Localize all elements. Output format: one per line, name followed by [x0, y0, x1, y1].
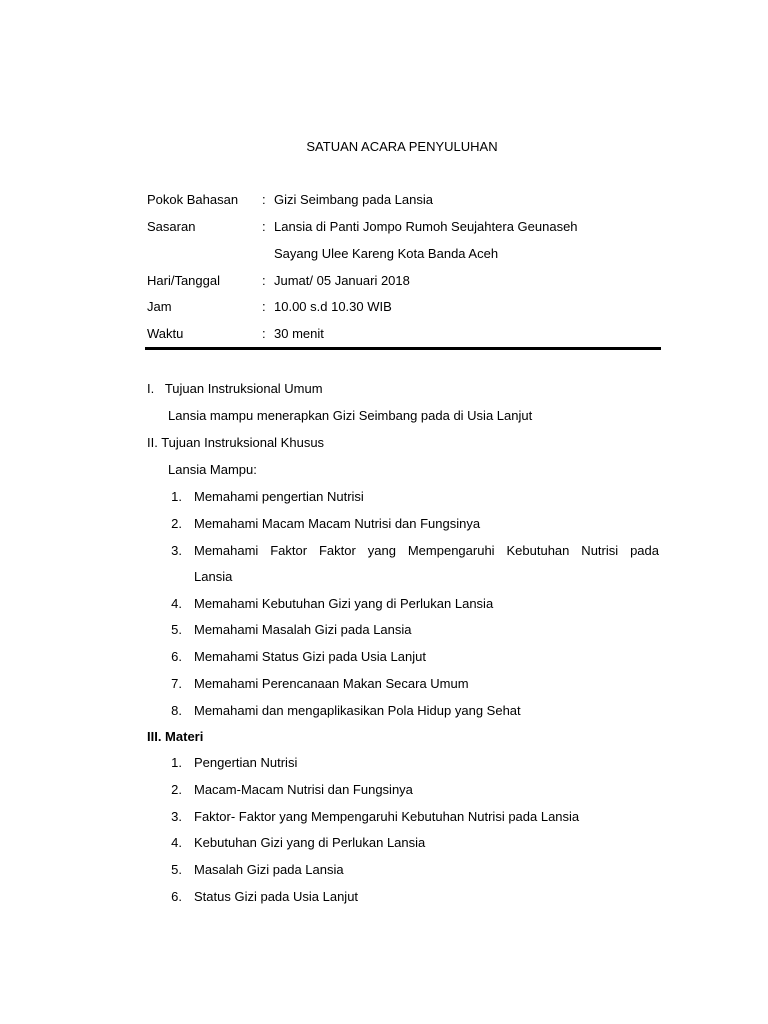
list-item: Memahami Macam Macam Nutrisi dan Fungsinya [194, 516, 481, 531]
list-number: 8. [171, 703, 182, 718]
section-heading-materi: III. Materi [147, 729, 204, 744]
section-heading-tujuan-umum: I. Tujuan Instruksional Umum [147, 381, 323, 396]
list-number: 5. [171, 862, 182, 877]
value-sasaran-cont: Sayang Ulee Kareng Kota Banda Aceh [274, 246, 499, 261]
list-number: 3. [171, 543, 182, 558]
label-sasaran: Sasaran [147, 219, 196, 234]
label-hari-tanggal: Hari/Tanggal [147, 273, 220, 288]
list-item: Status Gizi pada Usia Lanjut [194, 889, 359, 904]
list-item: Memahami Kebutuhan Gizi yang di Perlukan Lansia [194, 596, 494, 611]
list-item: Pengertian Nutrisi [194, 755, 298, 770]
list-number: 6. [171, 889, 182, 904]
list-number: 4. [171, 835, 182, 850]
list-number: 6. [171, 649, 182, 664]
list-number: 2. [171, 782, 182, 797]
colon: : [262, 219, 266, 234]
list-number: 3. [171, 809, 182, 824]
list-number: 4. [171, 596, 182, 611]
list-number: 7. [171, 676, 182, 691]
list-item: Masalah Gizi pada Lansia [194, 862, 344, 877]
value-sasaran: Lansia di Panti Jompo Rumoh Seujahtera Geunaseh [274, 219, 578, 234]
colon: : [262, 273, 266, 288]
list-item: Memahami dan mengaplikasikan Pola Hidup yang Sehat [194, 703, 521, 718]
list-number: 1. [171, 489, 182, 504]
value-jam: 10.00 s.d 10.30 WIB [274, 299, 392, 314]
list-item: Macam-Macam Nutrisi dan Fungsinya [194, 782, 413, 797]
label-pokok-bahasan: Pokok Bahasan [147, 192, 239, 207]
colon: : [262, 326, 266, 341]
list-item: Memahami Faktor Faktor yang Mempengaruhi Kebutuhan Nutrisi pada [194, 543, 659, 558]
list-item: Kebutuhan Gizi yang di Perlukan Lansia [194, 835, 426, 850]
value-waktu: 30 menit [274, 326, 324, 341]
list-number: 1. [171, 755, 182, 770]
list-item: Memahami pengertian Nutrisi [194, 489, 364, 504]
label-jam: Jam [147, 299, 172, 314]
section-text-tujuan-umum: Lansia mampu menerapkan Gizi Seimbang pada di Usia Lanjut [168, 408, 533, 423]
section-heading-tujuan-khusus: II. Tujuan Instruksional Khusus [147, 435, 325, 450]
value-pokok-bahasan: Gizi Seimbang pada Lansia [274, 192, 433, 207]
list-item: Memahami Status Gizi pada Usia Lanjut [194, 649, 426, 664]
list-item-cont: Lansia [194, 569, 233, 584]
section-subheading-lansia-mampu: Lansia Mampu: [168, 462, 257, 477]
list-number: 2. [171, 516, 182, 531]
list-item: Memahami Perencanaan Makan Secara Umum [194, 676, 469, 691]
list-number: 5. [171, 622, 182, 637]
document-title: SATUAN ACARA PENYULUHAN [306, 139, 498, 154]
value-hari-tanggal: Jumat/ 05 Januari 2018 [274, 273, 410, 288]
colon: : [262, 299, 266, 314]
list-item: Memahami Masalah Gizi pada Lansia [194, 622, 412, 637]
header-divider [145, 347, 661, 350]
label-waktu: Waktu [147, 326, 184, 341]
colon: : [262, 192, 266, 207]
list-item: Faktor- Faktor yang Mempengaruhi Kebutuhan Nutrisi pada Lansia [194, 809, 580, 824]
